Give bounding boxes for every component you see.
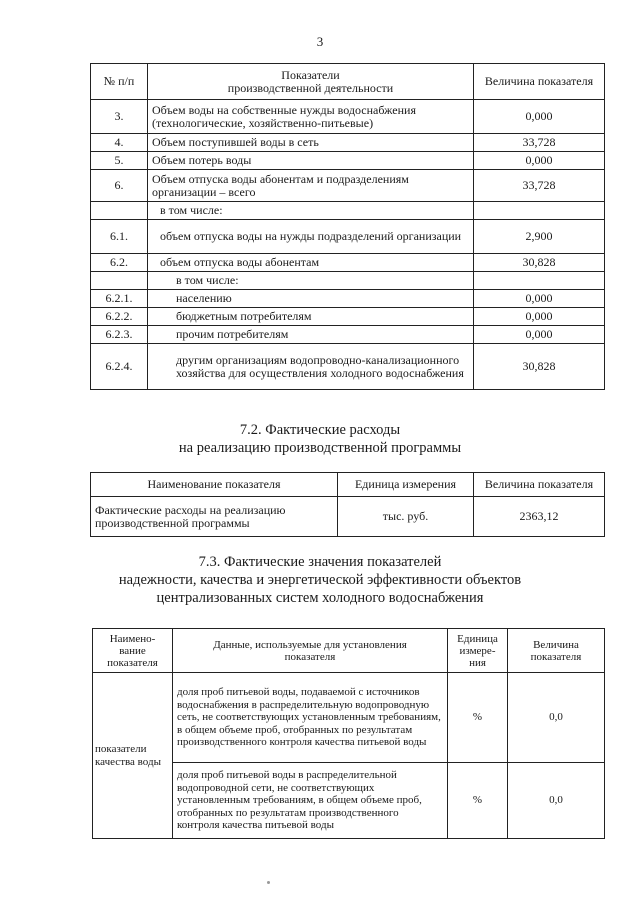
row-name: объем отпуска воды на нужды подразделений организации: [148, 220, 474, 254]
table-row: [93, 673, 605, 763]
row-number: 6.2.1.: [91, 290, 148, 308]
row-value: [474, 272, 605, 290]
row-name: другим организациям водопроводно-канализационного хозяйства для осуществления холодного водоснабжения: [148, 344, 474, 390]
table-row: [91, 290, 605, 308]
table-row: [91, 202, 605, 220]
header-unit: Единица измерения: [338, 473, 474, 497]
row-name: Объем потерь воды: [148, 152, 474, 170]
row-name: в том числе:: [148, 202, 474, 220]
table-row: [91, 220, 605, 254]
row-name: в том числе:: [148, 272, 474, 290]
row-name: Объем воды на собственные нужды водоснабжения (технологические, хозяйственно-питьевые): [148, 100, 474, 134]
row-number: [91, 272, 148, 290]
row-number: 5.: [91, 152, 148, 170]
table-row: [91, 170, 605, 202]
row-number: 6.1.: [91, 220, 148, 254]
row-number: 4.: [91, 134, 148, 152]
row-number: 3.: [91, 100, 148, 134]
table-row: [91, 134, 605, 152]
section-7-3-heading: [0, 553, 640, 607]
row-value: 0,000: [474, 326, 605, 344]
header-number: № п/п: [91, 64, 148, 100]
header-unit-text: Единица измере- ния: [457, 632, 498, 669]
row-name: Объем отпуска воды абонентам и подразделениям организации – всего: [148, 170, 474, 202]
section-7-3-title-line1: 7.3. Фактические значения показателей: [198, 554, 442, 570]
section-7-3-title-line2: надежности, качества и энергетической эффективности объектов: [118, 572, 522, 588]
row-value: 2363,12: [474, 497, 605, 537]
table-header-row: [91, 64, 605, 100]
row-value: [474, 202, 605, 220]
row-name: Объем поступившей воды в сеть: [148, 134, 474, 152]
row-value: 0,000: [474, 308, 605, 326]
row-number: 6.2.3.: [91, 326, 148, 344]
row-value: 0,000: [474, 152, 605, 170]
header-indicator-name: Наименование показателя: [91, 473, 338, 497]
page-number: 3: [316, 34, 324, 49]
table-header-row: [93, 629, 605, 673]
header-data-used-text: Данные, используемые для установления показателя: [213, 638, 407, 663]
header-indicators-text: Показатели производственной деятельности: [227, 67, 394, 95]
row-value: 33,728: [474, 170, 605, 202]
table-row: [91, 152, 605, 170]
row-unit: %: [448, 673, 508, 763]
table-row: [91, 308, 605, 326]
actual-expenses-table: [90, 472, 605, 537]
row-unit: тыс. руб.: [338, 497, 474, 537]
row-value: 0,000: [474, 290, 605, 308]
header-indicators: [148, 64, 474, 100]
row-data: доля проб питьевой воды в распределительной водопроводной сети, не соответствующих установленным требованиям, в общем объеме проб, отобранных по результатам производственного контроля качества питьевой воды: [173, 763, 448, 839]
row-number: 6.2.: [91, 254, 148, 272]
header-indicator-name-text: Наимено- вание показателя: [107, 632, 158, 669]
table-row: [91, 272, 605, 290]
header-value: Величина показателя: [474, 64, 605, 100]
row-name: населению: [148, 290, 474, 308]
header-unit: [448, 629, 508, 673]
row-number: 6.2.4.: [91, 344, 148, 390]
row-unit: %: [448, 763, 508, 839]
section-7-2-heading: [0, 421, 640, 457]
header-value: Величина показателя: [474, 473, 605, 497]
row-value: 30,828: [474, 254, 605, 272]
row-number: [91, 202, 148, 220]
section-7-3-title-line3: централизованных систем холодного водоснабжения: [156, 590, 484, 606]
table-header-row: [91, 473, 605, 497]
water-quality-table: [92, 628, 605, 839]
table-row: [91, 344, 605, 390]
table-row: [91, 254, 605, 272]
row-value: 0,0: [508, 763, 605, 839]
row-value: 0,0: [508, 673, 605, 763]
header-value: [508, 629, 605, 673]
header-indicator-name: [93, 629, 173, 673]
header-value-text: Величина показателя: [530, 638, 582, 663]
scan-speck: [267, 881, 270, 884]
row-value: 2,900: [474, 220, 605, 254]
indicator-group: показатели качества воды: [93, 673, 173, 839]
header-data-used: [173, 629, 448, 673]
row-value: 30,828: [474, 344, 605, 390]
section-7-2-title-line2: на реализацию производственной программы: [178, 440, 462, 456]
row-name: объем отпуска воды абонентам: [148, 254, 474, 272]
table-row: [91, 100, 605, 134]
row-number: 6.2.2.: [91, 308, 148, 326]
row-name: прочим потребителям: [148, 326, 474, 344]
row-number: 6.: [91, 170, 148, 202]
row-value: 33,728: [474, 134, 605, 152]
row-data: доля проб питьевой воды, подаваемой с источников водоснабжения в распределительную водопроводную сеть, не соответствующих установленным требованиям, в общем объеме проб, отобранных по результатам производственного контроля качества питьевой воды: [173, 673, 448, 763]
section-7-2-title-line1: 7.2. Фактические расходы: [239, 422, 401, 438]
row-name: Фактические расходы на реализацию производственной программы: [91, 497, 338, 537]
row-value: 0,000: [474, 100, 605, 134]
table-row: [91, 497, 605, 537]
row-name: бюджетным потребителям: [148, 308, 474, 326]
table-row: [91, 326, 605, 344]
production-indicators-table: [90, 63, 605, 390]
